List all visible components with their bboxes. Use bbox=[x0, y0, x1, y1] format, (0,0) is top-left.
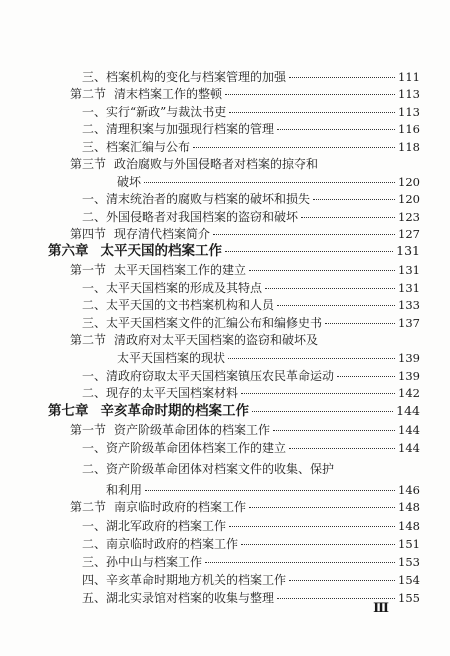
toc-entry-title: 太平天国档案的现状 bbox=[117, 351, 226, 365]
toc-entry-title: 太平天国档案工作的建立 bbox=[114, 263, 247, 277]
dot-leader bbox=[228, 358, 395, 359]
toc-entry bbox=[82, 590, 420, 606]
toc-entry-page: 148 bbox=[398, 500, 420, 514]
dot-leader bbox=[229, 526, 395, 527]
toc-entry-title: 档案机构的变化与档案管理的加强 bbox=[106, 70, 287, 84]
toc-entry-page: 144 bbox=[398, 441, 420, 455]
toc-entry-prefix: 一、 bbox=[82, 105, 107, 119]
dot-leader bbox=[249, 270, 395, 271]
toc-entry-page: 113 bbox=[398, 87, 420, 101]
toc-entry-prefix: 三、 bbox=[82, 140, 107, 154]
toc-entry bbox=[82, 139, 420, 155]
toc-entry-title: 湖北军政府的档案工作 bbox=[106, 519, 227, 533]
toc-entry-page: 139 bbox=[398, 369, 420, 383]
toc-chapter bbox=[48, 242, 420, 260]
toc-entry bbox=[82, 191, 420, 207]
toc-entry bbox=[82, 297, 420, 313]
toc-chapter-title: 太平天国的档案工作 bbox=[100, 243, 222, 259]
dot-leader bbox=[249, 507, 395, 508]
toc-entry-title: 外国侵略者对我国档案的盗窃和破坏 bbox=[106, 210, 299, 224]
toc-entry-page: 118 bbox=[398, 140, 420, 154]
toc-entry-prefix: 一、 bbox=[82, 369, 107, 383]
toc-entry bbox=[82, 536, 420, 552]
page-folio: Ⅲ bbox=[373, 601, 388, 616]
toc-entry-title: 现存的太平天国档案材料 bbox=[106, 386, 239, 400]
toc-entry-title: 政治腐败与外国侵略者对档案的掠夺和 bbox=[114, 157, 319, 171]
toc-entry bbox=[82, 121, 420, 137]
toc-entry bbox=[82, 368, 420, 384]
toc-entry-page: 131 bbox=[398, 263, 420, 277]
dot-leader bbox=[277, 598, 395, 599]
toc-entry-title: 南京临时政府的档案工作 bbox=[106, 537, 239, 551]
toc-entry bbox=[82, 572, 420, 588]
toc-entry-page: 144 bbox=[398, 423, 420, 437]
toc-entry-prefix: 二、 bbox=[82, 122, 107, 136]
toc-entry bbox=[82, 69, 420, 85]
dot-leader bbox=[313, 199, 395, 200]
toc-entry-prefix: 三、 bbox=[82, 555, 107, 569]
toc-entry-prefix: 第一节 bbox=[70, 423, 107, 437]
toc-entry-prefix: 第二节 bbox=[70, 333, 107, 347]
toc-entry-title: 孙中山与档案工作 bbox=[106, 555, 203, 569]
toc-entry-title: 资产阶级革命团体的档案工作 bbox=[114, 423, 271, 437]
toc-entry-prefix: 第四节 bbox=[70, 227, 107, 241]
toc-entry-continuation bbox=[106, 482, 420, 498]
toc-entry-prefix: 一、 bbox=[82, 441, 107, 455]
toc-chapter-title: 辛亥革命时期的档案工作 bbox=[100, 403, 249, 419]
toc-entry-page: 131 bbox=[398, 281, 420, 295]
dot-leader bbox=[225, 94, 395, 95]
dot-leader bbox=[229, 112, 395, 113]
toc-entry-title: 南京临时政府的档案工作 bbox=[114, 500, 247, 514]
toc-entry-page: 120 bbox=[398, 175, 420, 189]
dot-leader bbox=[225, 251, 393, 252]
toc-entry-prefix: 一、 bbox=[82, 192, 107, 206]
toc-entry-page: 146 bbox=[398, 483, 420, 497]
toc-entry bbox=[82, 209, 420, 225]
toc-entry-prefix: 二、 bbox=[82, 298, 107, 312]
toc-entry-prefix: 三、 bbox=[82, 316, 107, 330]
toc-entry-prefix: 一、 bbox=[82, 281, 107, 295]
dot-leader bbox=[205, 562, 395, 563]
toc-entry-page: 133 bbox=[398, 298, 420, 312]
toc-entry-prefix: 一、 bbox=[82, 519, 107, 533]
toc-entry-title: 清末统治者的腐败与档案的破坏和损失 bbox=[106, 192, 311, 206]
toc-entry bbox=[82, 385, 420, 401]
toc-entry-title: 资产阶级革命团体档案工作的建立 bbox=[106, 441, 287, 455]
toc-entry-prefix: 第二节 bbox=[70, 87, 107, 101]
toc-entry-prefix: 二、 bbox=[82, 386, 107, 400]
toc-entry-title: 太平天国的文书档案机构和人员 bbox=[106, 298, 275, 312]
toc-entry-title: 现存清代档案简介 bbox=[114, 227, 211, 241]
toc-chapter-prefix: 第六章 bbox=[48, 243, 89, 259]
toc-entry bbox=[82, 461, 420, 477]
toc-entry-page: 155 bbox=[398, 591, 420, 605]
toc-entry-page: 127 bbox=[398, 227, 420, 241]
dot-leader bbox=[273, 430, 395, 431]
toc-entry-title: 破坏 bbox=[117, 175, 142, 189]
toc-entry-page: 137 bbox=[398, 316, 420, 330]
toc-entry bbox=[70, 332, 420, 348]
dot-leader bbox=[213, 234, 395, 235]
dot-leader bbox=[289, 448, 395, 449]
dot-leader bbox=[325, 323, 395, 324]
toc-entry-title: 清政府对太平天国档案的盗窃和破坏及 bbox=[114, 333, 319, 347]
toc-entry-page: 120 bbox=[398, 192, 420, 206]
toc-entry-prefix: 二、 bbox=[82, 537, 107, 551]
toc-entry-prefix: 二、 bbox=[82, 462, 107, 476]
toc-entry-prefix: 第二节 bbox=[70, 500, 107, 514]
dot-leader bbox=[277, 129, 395, 130]
toc-entry-title: 清政府窃取太平天国档案镇压农民革命运动 bbox=[106, 369, 335, 383]
toc-entry-page: 151 bbox=[398, 537, 420, 551]
toc-entry-title: 太平天国档案文件的汇编公布和编修史书 bbox=[106, 316, 323, 330]
toc-entry-title: 和利用 bbox=[106, 483, 143, 497]
toc-entry-title: 湖北实录馆对档案的收集与整理 bbox=[106, 591, 275, 605]
toc-entry-prefix: 四、 bbox=[82, 573, 107, 587]
dot-leader bbox=[301, 217, 395, 218]
toc-entry-title: 资产阶级革命团体对档案文件的收集、保护 bbox=[106, 462, 335, 476]
toc-entry-page: 113 bbox=[398, 105, 420, 119]
toc-entry-page: 148 bbox=[398, 519, 420, 533]
toc-entry bbox=[70, 226, 420, 242]
toc-entry bbox=[82, 554, 420, 570]
toc-entry-title: 太平天国档案的形成及其特点 bbox=[106, 281, 263, 295]
toc-entry bbox=[82, 280, 420, 296]
dot-leader bbox=[252, 411, 393, 412]
toc-entry bbox=[70, 86, 420, 102]
dot-leader bbox=[144, 182, 395, 183]
dot-leader bbox=[289, 77, 395, 78]
toc-entry bbox=[82, 518, 420, 534]
toc-entry-page: 154 bbox=[398, 573, 420, 587]
toc-entry-title: 清理积案与加强现行档案的管理 bbox=[106, 122, 275, 136]
toc-entry-prefix: 二、 bbox=[82, 210, 107, 224]
toc-entry bbox=[82, 315, 420, 331]
toc-entry-page: 139 bbox=[398, 351, 420, 365]
dot-leader bbox=[241, 393, 395, 394]
toc-entry-page: 111 bbox=[398, 70, 420, 84]
toc-entry bbox=[82, 440, 420, 456]
toc-entry-title: 档案汇编与公布 bbox=[106, 140, 191, 154]
toc-entry-page: 153 bbox=[398, 555, 420, 569]
toc-entry bbox=[82, 104, 420, 120]
toc-chapter bbox=[48, 402, 420, 420]
dot-leader bbox=[145, 490, 395, 491]
toc-entry-prefix: 三、 bbox=[82, 70, 107, 84]
toc-entry-prefix: 五、 bbox=[82, 591, 107, 605]
toc-entry-page: 142 bbox=[398, 386, 420, 400]
dot-leader bbox=[241, 544, 395, 545]
toc-entry-page: 131 bbox=[396, 243, 420, 258]
toc-entry-title: 清末档案工作的整顿 bbox=[114, 87, 223, 101]
toc-entry-page: 144 bbox=[396, 403, 420, 418]
toc-entry bbox=[70, 499, 420, 515]
toc-entry bbox=[70, 422, 420, 438]
toc-entry-title: 辛亥革命时期地方机关的档案工作 bbox=[106, 573, 287, 587]
dot-leader bbox=[277, 305, 395, 306]
toc-entry-page: 123 bbox=[398, 210, 420, 224]
toc-entry bbox=[70, 262, 420, 278]
toc-chapter-prefix: 第七章 bbox=[48, 403, 89, 419]
toc-entry-continuation bbox=[117, 174, 420, 190]
dot-leader bbox=[265, 288, 395, 289]
dot-leader bbox=[337, 376, 395, 377]
toc-entry-prefix: 第三节 bbox=[70, 157, 107, 171]
toc-entry-page: 116 bbox=[398, 122, 420, 136]
toc-entry bbox=[70, 156, 420, 172]
toc-entry-prefix: 第一节 bbox=[70, 263, 107, 277]
toc-entry-continuation bbox=[117, 350, 420, 366]
toc-entry-title: 实行“新政”与裁汰书吏 bbox=[106, 105, 227, 119]
dot-leader bbox=[289, 580, 395, 581]
dot-leader bbox=[193, 147, 395, 148]
